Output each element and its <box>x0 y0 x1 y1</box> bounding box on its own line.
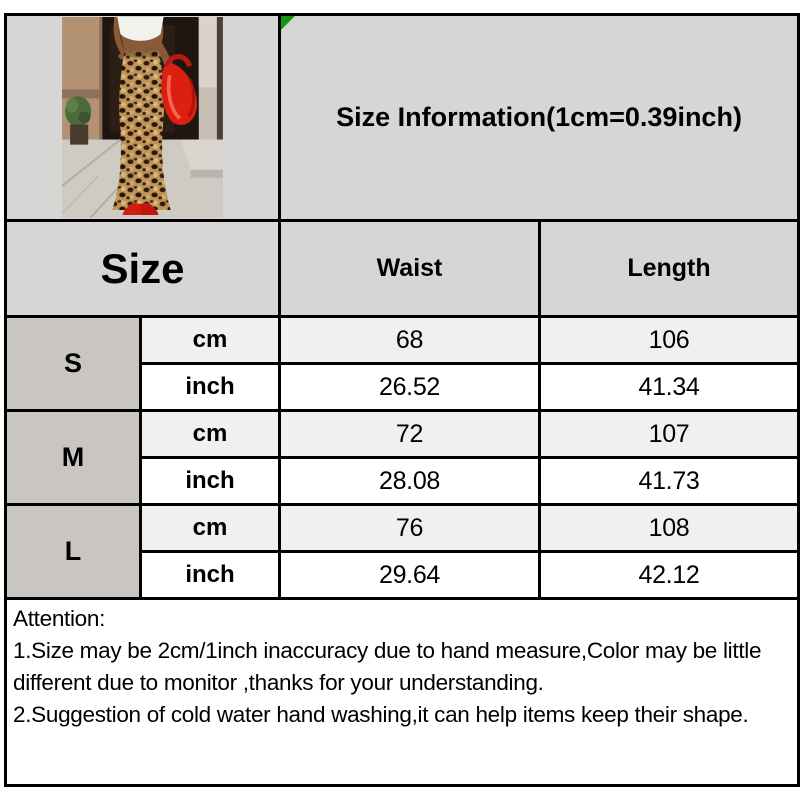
attention-item-1: 1.Size may be 2cm/1inch inaccuracy due to hand measure,Color may be little different due to monitor ,thanks for your understanding. <box>13 637 762 695</box>
green-corner-marker-icon <box>281 16 295 30</box>
unit-label-inch: inch <box>141 364 280 411</box>
size-column-header: Size <box>6 221 280 317</box>
waist-cm-value-m: 72 <box>280 411 540 458</box>
size-info-title: Size Information(1cm=0.39inch) <box>336 102 742 132</box>
size-info-header-cell <box>280 15 799 221</box>
waist-cm-value-l: 76 <box>280 505 540 552</box>
column-header-row <box>6 221 799 317</box>
row-s-cm <box>6 317 799 364</box>
size-chart-sheet <box>4 13 800 787</box>
unit-label-cm: cm <box>141 317 280 364</box>
size-table <box>4 13 800 787</box>
length-cm-value-s: 106 <box>540 317 799 364</box>
waist-inch-value-l: 29.64 <box>280 552 540 599</box>
length-cm-value-m: 107 <box>540 411 799 458</box>
row-l-cm <box>6 505 799 552</box>
attention-item-2: 2.Suggestion of cold water hand washing,it can help items keep their shape. <box>13 701 749 727</box>
attention-note <box>6 599 799 786</box>
row-m-cm <box>6 411 799 458</box>
unit-label-cm: cm <box>141 505 280 552</box>
top-section <box>6 15 799 221</box>
length-inch-value-l: 42.12 <box>540 552 799 599</box>
length-column-header: Length <box>540 221 799 317</box>
size-label-l: L <box>6 505 141 599</box>
waist-inch-value-m: 28.08 <box>280 458 540 505</box>
length-cm-value-l: 108 <box>540 505 799 552</box>
waist-cm-value-s: 68 <box>280 317 540 364</box>
size-label-s: S <box>6 317 141 411</box>
length-inch-value-m: 41.73 <box>540 458 799 505</box>
attention-row <box>6 599 799 786</box>
waist-inch-value-s: 26.52 <box>280 364 540 411</box>
unit-label-inch: inch <box>141 552 280 599</box>
waist-column-header: Waist <box>280 221 540 317</box>
product-photo <box>62 17 223 218</box>
attention-heading: Attention: <box>13 606 106 631</box>
unit-label-inch: inch <box>141 458 280 505</box>
length-inch-value-s: 41.34 <box>540 364 799 411</box>
size-label-m: M <box>6 411 141 505</box>
product-photo-cell <box>6 15 280 221</box>
unit-label-cm: cm <box>141 411 280 458</box>
